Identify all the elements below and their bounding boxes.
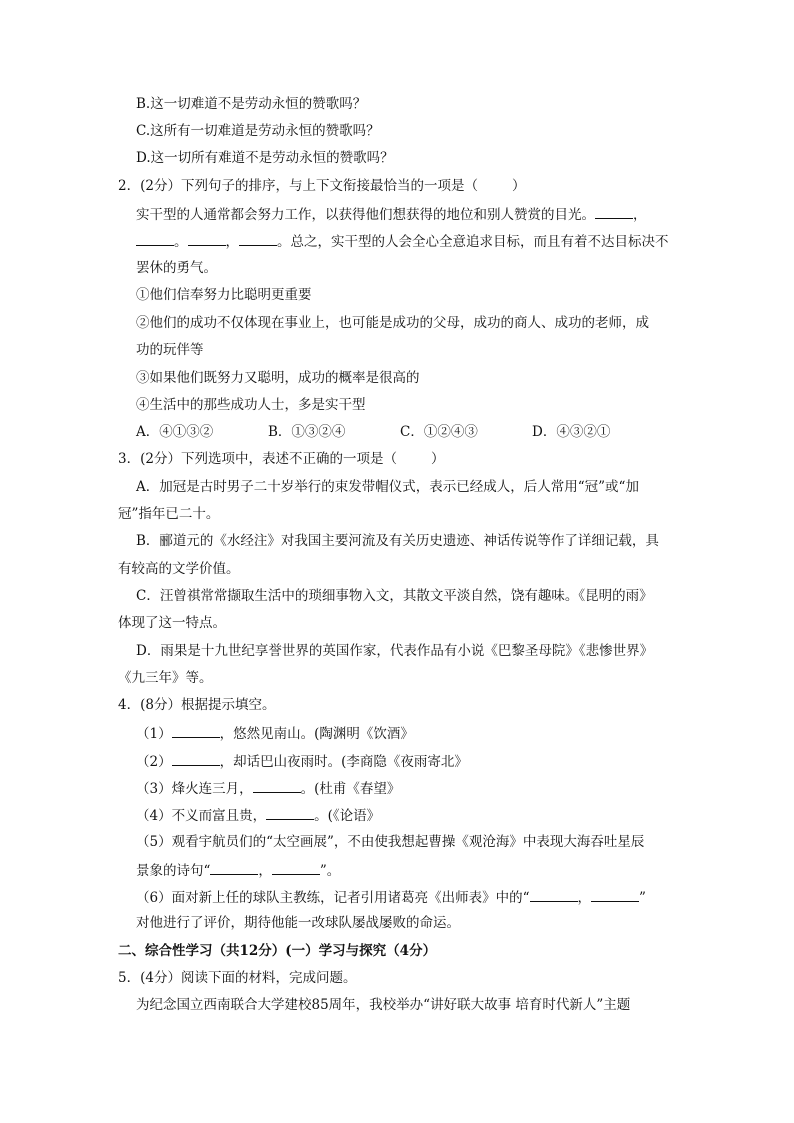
fill-blank xyxy=(136,231,174,246)
q2-punct: ， xyxy=(225,234,239,250)
q3-stem xyxy=(118,450,444,468)
q4-item-text: ，却话巴山夜雨时。(李商隐《夜雨寄北》 xyxy=(219,754,468,770)
fill-blank xyxy=(210,860,258,875)
q4-item-6-line-2: 对他进行了评价，期待他能一改球队屡战屡败的命运。 xyxy=(136,915,460,931)
fill-blank xyxy=(188,231,226,246)
q2-passage-text: 实干型的人通常都会努力工作，以获得他们想获得的地位和别人赞赏的目光。 xyxy=(136,207,595,223)
q2-option-a: A．④①③② xyxy=(136,424,214,440)
q3-option-d-line-1: D．雨果是十九世纪享誉世界的英国作家，代表作品有小说《巴黎圣母院》《悲惨世界》 xyxy=(136,643,654,659)
fill-blank xyxy=(172,723,220,738)
q2-option-d: D．④③②① xyxy=(532,424,611,440)
fill-blank xyxy=(272,860,320,875)
q4-item-number: （2） xyxy=(136,754,172,770)
fill-blank xyxy=(595,204,633,219)
q3-option-b-line-2: 有较高的文学价值。 xyxy=(118,561,240,577)
q4-stem: 4．(8分）根据提示填空。 xyxy=(118,697,276,713)
q4-item-text: 。(《论语》 xyxy=(314,808,381,824)
q3-option-c-line-2: 体现了这一特点。 xyxy=(118,615,226,631)
q3-stem-close: ） xyxy=(430,451,445,467)
q2-sentence-3: ③如果他们既努力又聪明，成功的概率是很高的 xyxy=(136,370,420,386)
q2-passage-line-1 xyxy=(136,204,647,224)
q4-item-1 xyxy=(136,723,414,743)
q4-item-2 xyxy=(136,751,468,771)
q4-item-text: （4）不义而富且贵， xyxy=(136,808,267,824)
q4-punct: ”。 xyxy=(319,863,341,879)
fill-blank xyxy=(266,805,314,820)
q2-sentence-2b: 功的玩伴等 xyxy=(136,342,204,358)
q4-item-text: 景象的诗句“ xyxy=(136,863,211,879)
fill-blank xyxy=(591,887,639,902)
q4-punct: ” xyxy=(639,890,646,906)
q4-item-text: 。(杜甫《春望》 xyxy=(300,781,401,797)
q4-item-5-line-2 xyxy=(136,860,340,880)
q4-item-number: （1） xyxy=(136,726,172,742)
q2-options xyxy=(136,423,664,441)
q2-option-b: B．①③②④ xyxy=(268,424,346,440)
q4-item-text: ，悠然见南山。(陶渊明《饮酒》 xyxy=(219,726,414,742)
q5-stem: 5．(4分）阅读下面的材料，完成问题。 xyxy=(118,970,357,986)
q2-sentence-2a: ②他们的成功不仅体现在事业上，也可能是成功的父母，成功的商人、成功的老师，成 xyxy=(136,315,649,331)
section-heading: 二、综合性学习（共12分）(一）学习与探究（4分） xyxy=(118,943,437,959)
fill-blank xyxy=(530,887,578,902)
q4-item-6-line-1 xyxy=(136,887,646,907)
q2-passage-line-3: 罢休的勇气。 xyxy=(136,260,217,276)
q4-punct: ， xyxy=(258,863,272,879)
q2-passage-line-2 xyxy=(136,231,669,251)
q4-item-text: （6）面对新上任的球队主教练，记者引用诸葛亮《出师表》中的“ xyxy=(136,890,530,906)
q4-item-text: （3）烽火连三月， xyxy=(136,781,253,797)
q3-option-a-line-1: A．加冠是古时男子二十岁举行的束发带帽仪式，表示已经成人，后人常用“冠”或“加 xyxy=(136,479,639,495)
q5-passage-line-1: 为纪念国立西南联合大学建校85周年，我校举办“讲好联大故事 培育时代新人”主题 xyxy=(136,997,631,1013)
q4-item-3 xyxy=(136,778,400,798)
fill-blank xyxy=(253,778,301,793)
q1-option-b: B.这一切难道不是劳动永恒的赞歌吗？ xyxy=(136,96,367,112)
q1-option-c: C.这所有一切难道是劳动永恒的赞歌吗？ xyxy=(136,123,380,139)
q3-option-c-line-1: C．汪曾祺常常撷取生活中的琐细事物入文，其散文平淡自然，饶有趣味。《昆明的雨》 xyxy=(136,588,653,604)
q4-punct: ， xyxy=(577,890,591,906)
q2-passage-text: 。总之，实干型的人会全心全意追求目标，而且有着不达目标决不 xyxy=(277,234,669,250)
q4-item-5-line-1: （5）观看宇航员们的“太空画展”，不由使我想起曹操《观沧海》中表现大海吞吐星辰 xyxy=(136,834,645,850)
fill-blank xyxy=(172,751,220,766)
q2-sentence-1: ①他们信奉努力比聪明更重要 xyxy=(136,287,312,303)
q2-option-c: C．①②④③ xyxy=(400,424,478,440)
q2-stem-close: ） xyxy=(511,178,526,194)
q3-option-d-line-2: 《九三年》等。 xyxy=(118,670,213,686)
q2-stem xyxy=(118,177,525,195)
q2-stem-text: 2．(2分）下列句子的排序，与上下文衔接最恰当的一项是（ xyxy=(118,178,478,194)
q4-item-4 xyxy=(136,805,380,825)
q3-option-b-line-1: B．郦道元的《水经注》对我国主要河流及有关历史遗迹、神话传说等作了详细记载，具 xyxy=(136,533,659,549)
q2-sentence-4: ④生活中的那些成功人士，多是实干型 xyxy=(136,397,366,413)
q3-option-a-line-2: 冠”指年已二十。 xyxy=(118,506,220,522)
fill-blank xyxy=(239,231,277,246)
q3-stem-text: 3．(2分）下列选项中，表述不正确的一项是（ xyxy=(118,451,397,467)
q2-punct: ， xyxy=(633,207,647,223)
q2-punct: 。 xyxy=(174,234,188,250)
q1-option-d: D.这一切所有难道不是劳动永恒的赞歌吗？ xyxy=(136,150,394,166)
